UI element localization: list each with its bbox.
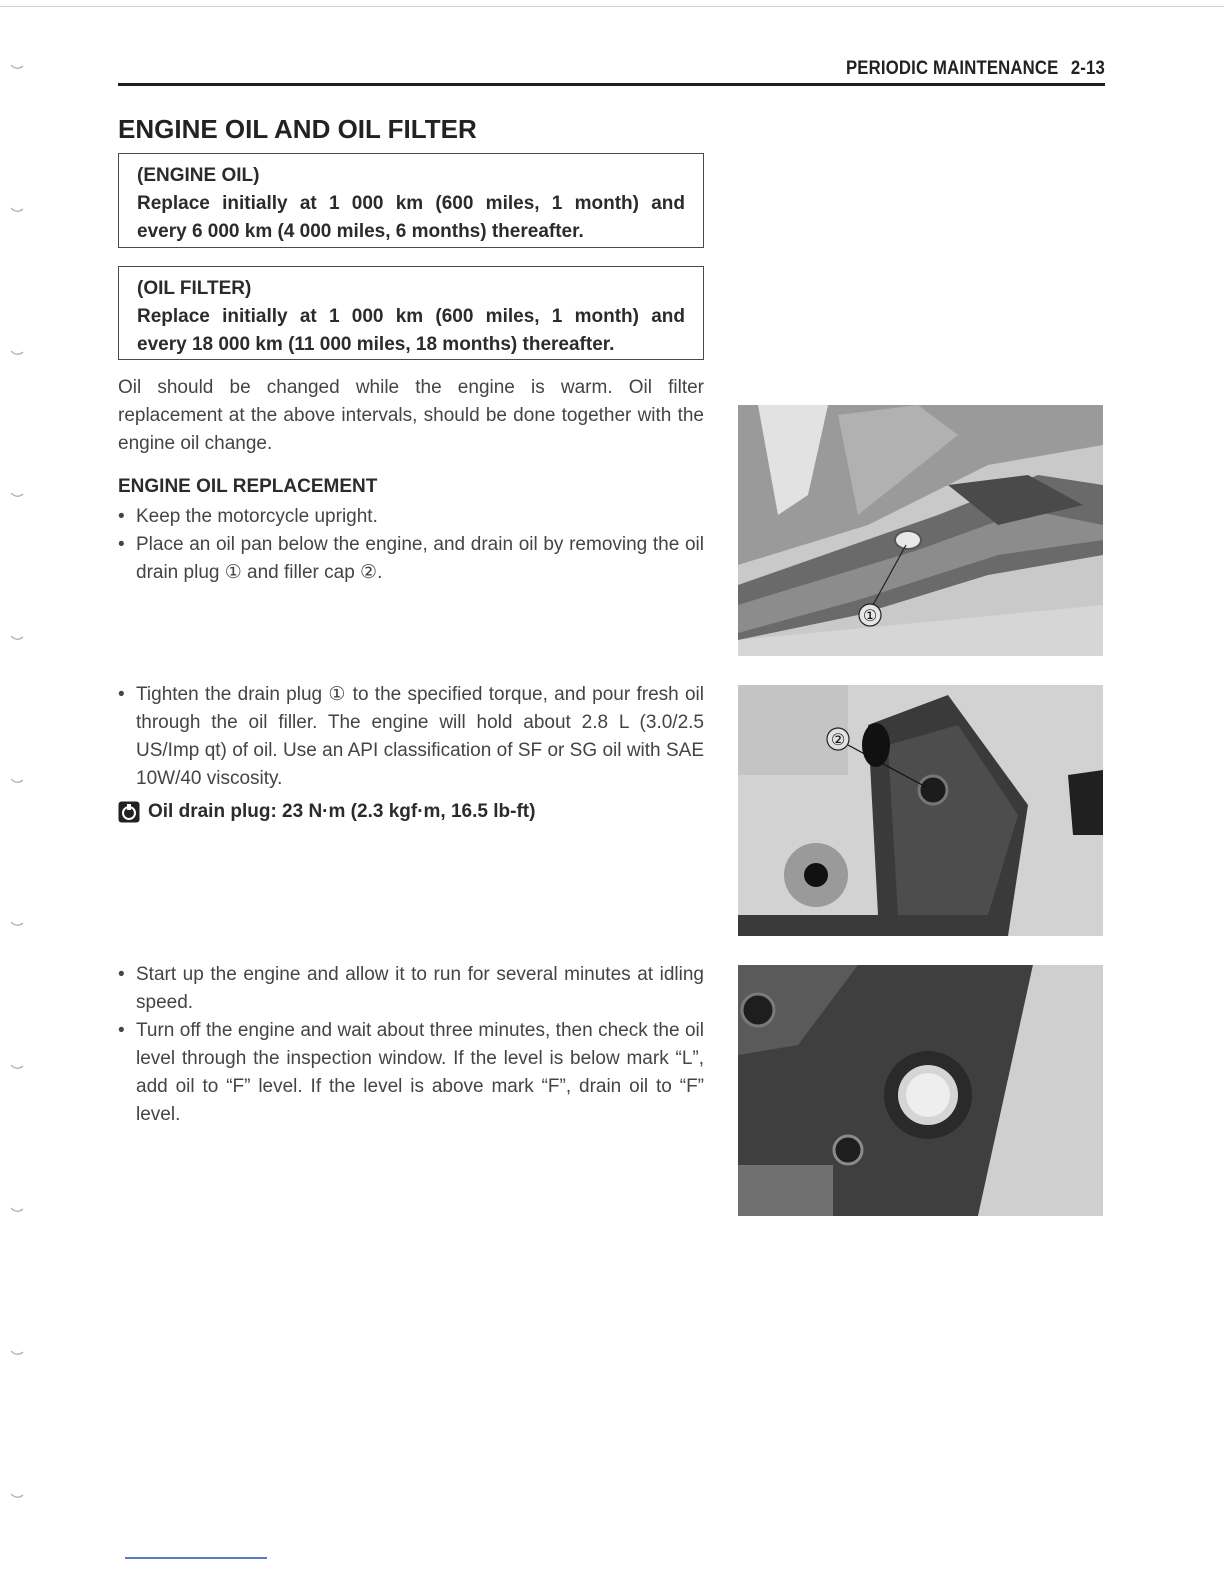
step-text: Keep the motorcycle upright. <box>136 506 378 527</box>
header-section: PERIODIC MAINTENANCE <box>845 58 1059 79</box>
torque-specification <box>118 801 535 823</box>
binder-mark <box>10 919 24 929</box>
running-header <box>236 58 1105 80</box>
top-edge-line <box>0 6 1224 7</box>
intro-paragraph: Oil should be changed while the engine is warm. Oil filter replacement at the above intervals, should be done together with the engine oil change. <box>118 377 704 454</box>
torque-text: Oil drain plug: 23 N·m (2.3 kgf·m, 16.5 lb-ft) <box>148 801 536 822</box>
callout-1: ① <box>862 606 878 625</box>
steps-list-2 <box>118 681 704 793</box>
bullet: • <box>118 964 125 985</box>
list-item <box>118 681 704 793</box>
box-line: every 6 000 km (4 000 miles, 6 months) thereafter. <box>137 221 584 242</box>
box-heading: (ENGINE OIL) <box>137 165 260 186</box>
step-text: Tighten the drain plug ① to the specified torque, and pour fresh oil through the oil filler. The engine will hold about 2.8 L (3.0/2.5 US/Imp qt) of oil. Use an API classification of SF or SG oil with SAE 10W/40 viscosity. <box>136 684 704 789</box>
box-heading: (OIL FILTER) <box>137 278 252 299</box>
binder-mark <box>10 490 24 500</box>
filler-cap-photo <box>738 685 1103 936</box>
header-rule <box>118 83 1105 86</box>
steps-list-3 <box>118 961 704 1129</box>
drain-plug-photo <box>738 405 1103 656</box>
binder-mark <box>10 348 24 358</box>
list-item <box>118 961 704 1017</box>
binder-mark <box>10 1205 24 1215</box>
bullet: • <box>118 1020 125 1041</box>
torque-wrench-icon <box>118 801 140 823</box>
page-title: ENGINE OIL AND OIL FILTER <box>118 114 477 144</box>
bullet: • <box>118 506 125 527</box>
binder-mark <box>10 1062 24 1072</box>
section-subheading: ENGINE OIL REPLACEMENT <box>118 476 378 497</box>
binder-mark <box>10 205 24 215</box>
binder-mark <box>10 776 24 786</box>
step-text: Place an oil pan below the engine, and drain oil by removing the oil drain plug ① and filler cap ②. <box>136 534 704 583</box>
box-line: every 18 000 km (11 000 miles, 18 months) thereafter. <box>137 334 615 355</box>
binder-mark <box>10 633 24 643</box>
inspection-window-photo <box>738 965 1103 1216</box>
steps-list-1 <box>118 503 704 587</box>
list-item <box>118 531 704 587</box>
engine-oil-schedule-box <box>118 153 704 248</box>
bottom-underline <box>125 1557 267 1559</box>
callout-2: ② <box>830 730 846 749</box>
binder-mark <box>10 1491 24 1501</box>
box-line: Replace initially at 1 000 km (600 miles, 1 month) and <box>137 193 685 214</box>
list-item <box>118 503 704 531</box>
bullet: • <box>118 684 125 705</box>
step-text: Turn off the engine and wait about three minutes, then check the oil level through the inspection window. If the level is below mark “L”, add oil to “F” level. If the level is above mark “F”, drain oil to “F” level. <box>136 1020 704 1125</box>
bullet: • <box>118 534 125 555</box>
binder-mark <box>10 62 24 72</box>
binder-mark <box>10 1348 24 1358</box>
box-line: Replace initially at 1 000 km (600 miles, 1 month) and <box>137 306 685 327</box>
header-page-number: 2-13 <box>1070 58 1105 79</box>
step-text: Start up the engine and allow it to run for several minutes at idling speed. <box>136 964 704 1013</box>
oil-filter-schedule-box <box>118 266 704 360</box>
list-item <box>118 1017 704 1129</box>
